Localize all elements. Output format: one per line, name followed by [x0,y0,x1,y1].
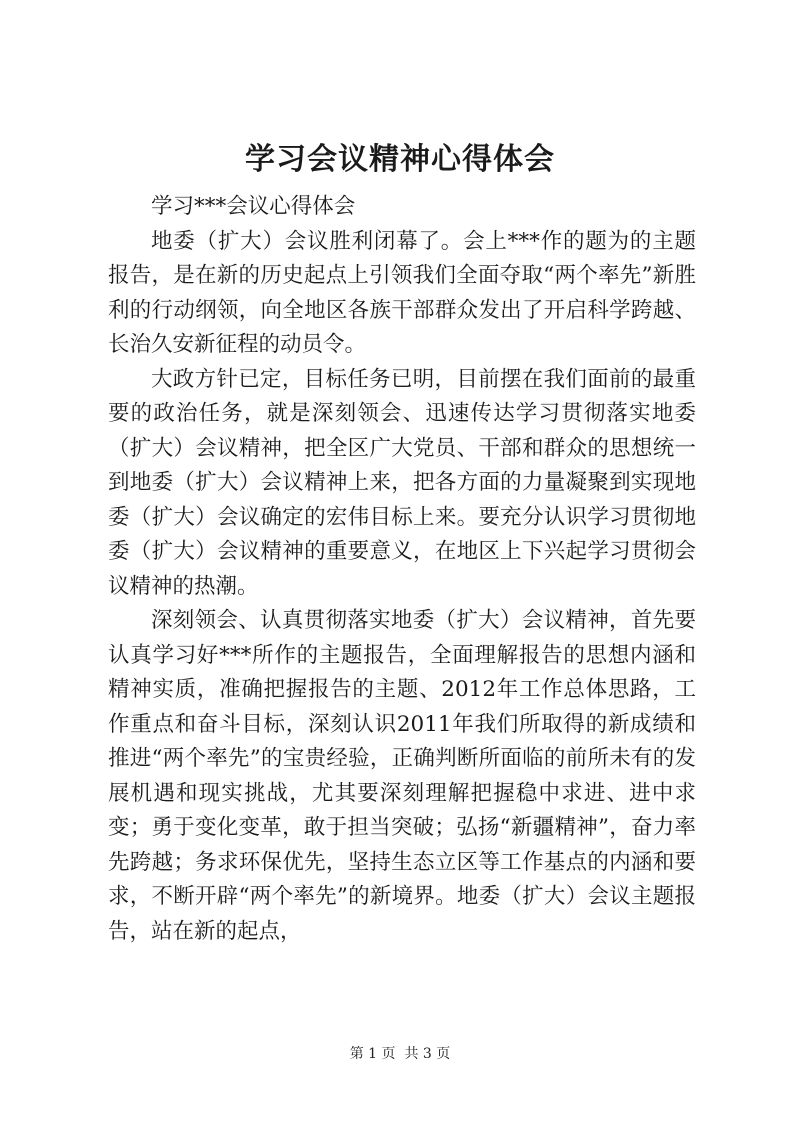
body-paragraph-3: 深刻领会、认真贯彻落实地委（扩大）会议精神，首先要认真学习好***所作的主题报告，全面理解报告的思想内涵和精神实质，准确把握报告的主题、2012年工作总体思路，工作重点和奋斗目标，深刻认识2011年我们所取得的新成绩和推进“两个率先”的宝贵经验，正确判断所面临的前所未有的发展机遇和现实挑战，尤其要深刻理解把握稳中求进、进中求变；勇于变化变革，敢于担当突破；弘扬“新疆精神”，奋力率先跨越；务求环保优先，坚持生态立区等工作基点的内涵和要求，不断开辟“两个率先”的新境界。地委（扩大）会议主题报告，站在新的起点， [108,608,696,944]
document-title: 学习会议精神心得体会 [245,142,555,177]
body-paragraph-1: 地委（扩大）会议胜利闭幕了。会上***作的题为的主题报告，是在新的历史起点上引领我们全面夺取“两个率先”新胜利的行动纲领，向全地区各族干部群众发出了开启科学跨越、长治久安新征程的动员令。 [108,228,696,357]
body-paragraph-2: 大政方针已定，目标任务已明，目前摆在我们面前的最重要的政治任务，就是深刻领会、迅速传达学习贯彻落实地委（扩大）会议精神，把全区广大党员、干部和群众的思想统一到地委（扩大）会议精神上来，把各方面的力量凝聚到实现地委（扩大）会议确定的宏伟目标上来。要充分认识学习贯彻地委（扩大）会议精神的重要意义，在地区上下兴起学习贯彻会议精神的热潮。 [108,366,696,599]
document-body [108,190,696,949]
page-footer [0,1044,800,1064]
subtitle-paragraph: 学习***会议心得体会 [151,194,356,219]
page-number-label: 第 1 页 共 3 页 [349,1046,451,1062]
